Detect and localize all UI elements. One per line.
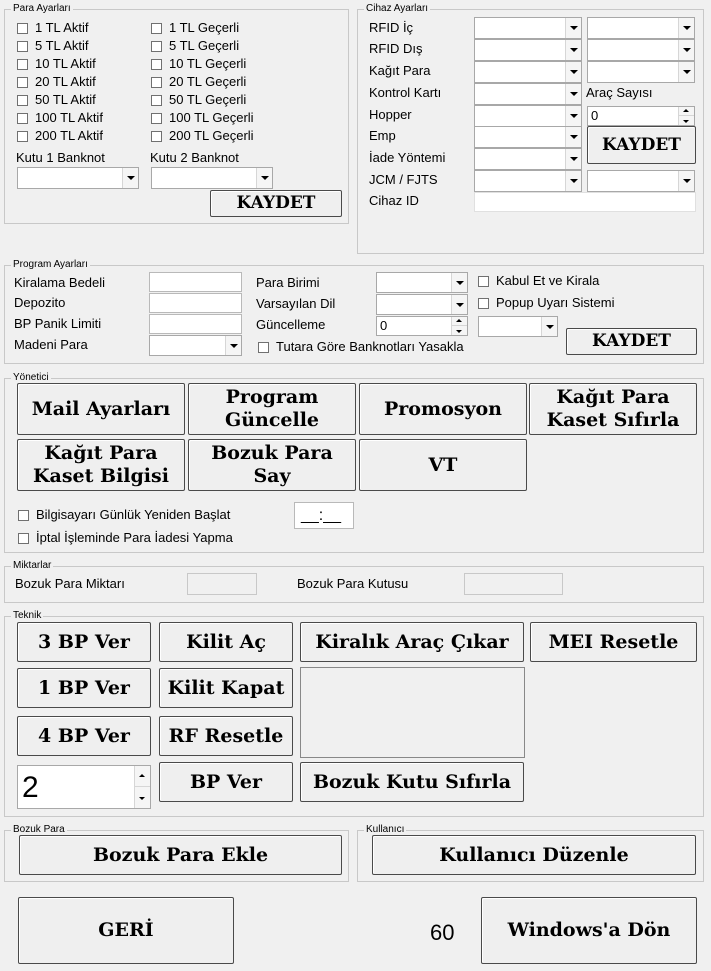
kutu1-banknot-combo[interactable] <box>17 167 139 189</box>
kiralik-arac-cikar-button[interactable]: Kiralık Araç Çıkar <box>300 622 524 662</box>
varsayilan-dil-label: Varsayılan Dil <box>256 296 336 311</box>
aktif-label: 20 TL Aktif <box>35 74 96 89</box>
chevron-down-icon[interactable] <box>565 84 581 104</box>
countdown-timer: 60 <box>430 920 455 945</box>
checkbox-box[interactable] <box>17 95 28 106</box>
para-birimi-combo[interactable] <box>376 272 468 293</box>
kutu2-banknot-combo[interactable] <box>151 167 273 189</box>
chevron-down-icon[interactable] <box>678 62 694 82</box>
kagit-para-kaset-bilgisi-button[interactable]: Kağıt Para Kaset Bilgisi <box>17 439 185 491</box>
checkbox-box[interactable] <box>478 276 489 287</box>
chevron-down-icon[interactable] <box>565 62 581 82</box>
checkbox-box[interactable] <box>17 59 28 70</box>
bozuk-para-ekle-button[interactable]: Bozuk Para Ekle <box>19 835 342 875</box>
cihaz-id-input[interactable] <box>474 192 696 212</box>
mail-ayarlari-button[interactable]: Mail Ayarları <box>17 383 185 435</box>
kagit-para-port-combo[interactable] <box>587 61 695 83</box>
tutara-gore-label: Tutara Göre Banknotları Yasakla <box>276 339 464 354</box>
arac-sayisi-value[interactable]: 0 <box>591 108 599 123</box>
checkbox-box[interactable] <box>17 131 28 142</box>
gecerli-checkbox-2[interactable] <box>151 56 246 72</box>
gecerli-checkbox-6[interactable] <box>151 128 254 144</box>
cihaz-id-label: Cihaz ID <box>369 193 419 208</box>
aktif-checkbox-0[interactable] <box>17 20 88 36</box>
gecerli-label: 10 TL Geçerli <box>169 56 247 71</box>
kiralama-bedeli-input[interactable] <box>149 272 242 292</box>
kilit-kapat-button[interactable]: Kilit Kapat <box>159 668 293 708</box>
spinner-arrows[interactable] <box>678 107 694 125</box>
cihaz-ayarlari-legend: Cihaz Ayarları <box>366 3 429 14</box>
aktif-label: 10 TL Aktif <box>35 56 96 71</box>
bozuk-para-say-button[interactable]: Bozuk Para Say <box>188 439 356 491</box>
guncelleme-spinner[interactable] <box>376 316 468 336</box>
vt-button[interactable]: VT <box>359 439 527 491</box>
depozito-input[interactable] <box>149 293 242 313</box>
jcm-fjts-port-combo[interactable] <box>587 170 695 192</box>
checkbox-box[interactable] <box>17 77 28 88</box>
gecerli-label: 50 TL Geçerli <box>169 92 247 107</box>
hopper-combo[interactable] <box>474 105 582 127</box>
3-bp-ver-button[interactable]: 3 BP Ver <box>17 622 151 662</box>
gecerli-checkbox-3[interactable] <box>151 74 246 90</box>
checkbox-box[interactable] <box>151 23 162 34</box>
checkbox-box[interactable] <box>151 41 162 52</box>
gecerli-checkbox-1[interactable] <box>151 38 239 54</box>
kutu2-banknot-label: Kutu 2 Banknot <box>150 150 239 165</box>
guncelleme-value[interactable]: 0 <box>380 318 388 333</box>
rf-resetle-button[interactable]: RF Resetle <box>159 716 293 756</box>
aktif-checkbox-5[interactable] <box>17 110 103 126</box>
checkbox-box[interactable] <box>258 342 269 353</box>
teknik-info-panel <box>300 667 525 758</box>
checkbox-box[interactable] <box>18 533 29 544</box>
rfid-ic-combo[interactable] <box>474 17 582 39</box>
chevron-down-icon[interactable] <box>225 336 241 355</box>
windows-don-button[interactable]: Windows'a Dön <box>481 897 697 964</box>
jcm-fjts-combo[interactable] <box>474 170 582 192</box>
chevron-down-icon[interactable] <box>451 295 467 314</box>
gecerli-label: 1 TL Geçerli <box>169 20 240 35</box>
kabul-et-ve-kirala-checkbox[interactable] <box>478 273 599 289</box>
chevron-down-icon[interactable] <box>678 18 694 38</box>
checkbox-box[interactable] <box>17 113 28 124</box>
kiralama-bedeli-label: Kiralama Bedeli <box>14 275 106 290</box>
1-bp-ver-button[interactable]: 1 BP Ver <box>17 668 151 708</box>
checkbox-box[interactable] <box>151 59 162 70</box>
gunluk-yeniden-baslat-label: Bilgisayarı Günlük Yeniden Başlat <box>36 507 231 522</box>
aktif-checkbox-4[interactable] <box>17 92 96 108</box>
chevron-down-icon[interactable] <box>565 149 581 169</box>
kontrol-karti-label: Kontrol Kartı <box>369 85 442 100</box>
bp-panik-limiti-input[interactable] <box>149 314 242 334</box>
gecerli-checkbox-4[interactable] <box>151 92 246 108</box>
mei-resetle-button[interactable]: MEI Resetle <box>530 622 697 662</box>
guncelleme-label: Güncelleme <box>256 317 326 332</box>
kabul-et-ve-kirala-label: Kabul Et ve Kirala <box>496 273 600 288</box>
gecerli-label: 100 TL Geçerli <box>169 110 254 125</box>
aktif-label: 5 TL Aktif <box>35 38 89 53</box>
bp-count-spinner[interactable] <box>17 765 151 809</box>
jcm-fjts-label: JCM / FJTS <box>369 172 438 187</box>
spin-down-icon[interactable] <box>452 326 467 335</box>
spin-up-icon[interactable] <box>452 317 467 326</box>
geri-button[interactable]: GERİ <box>18 897 234 964</box>
kagit-para-label: Kağıt Para <box>369 63 431 78</box>
chevron-down-icon[interactable] <box>256 168 272 188</box>
cihaz-kaydet-button[interactable]: KAYDET <box>587 126 696 164</box>
kullanici-legend: Kullanıcı <box>366 824 405 835</box>
bozuk-kutu-sifirla-button[interactable]: Bozuk Kutu Sıfırla <box>300 762 524 802</box>
emp-combo[interactable] <box>474 126 582 148</box>
spin-up-icon[interactable] <box>135 766 150 787</box>
checkbox-box[interactable] <box>478 298 489 309</box>
checkbox-box[interactable] <box>17 23 28 34</box>
madeni-para-combo[interactable] <box>149 335 242 356</box>
kutu1-banknot-label: Kutu 1 Banknot <box>16 150 105 165</box>
iade-yontemi-label: İade Yöntemi <box>369 150 446 165</box>
bp-ver-button[interactable]: BP Ver <box>159 762 293 802</box>
chevron-down-icon[interactable] <box>565 127 581 147</box>
rfid-dis-port-combo[interactable] <box>587 39 695 61</box>
guncelleme-unit-combo[interactable] <box>478 316 558 337</box>
emp-label: Emp <box>369 128 396 143</box>
gecerli-label: 200 TL Geçerli <box>169 128 254 143</box>
chevron-down-icon[interactable] <box>451 273 467 292</box>
kontrol-karti-combo[interactable] <box>474 83 582 105</box>
bozuk-para-kutusu-value <box>464 573 563 595</box>
rfid-dis-label: RFID Dış <box>369 41 423 56</box>
bozuk-para-miktari-label: Bozuk Para Miktarı <box>15 576 125 591</box>
rfid-dis-combo[interactable] <box>474 39 582 61</box>
gecerli-label: 5 TL Geçerli <box>169 38 240 53</box>
hopper-label: Hopper <box>369 107 412 122</box>
chevron-down-icon[interactable] <box>565 40 581 60</box>
checkbox-box[interactable] <box>151 113 162 124</box>
para-birimi-label: Para Birimi <box>256 275 320 290</box>
aktif-checkbox-2[interactable] <box>17 56 96 72</box>
aktif-label: 200 TL Aktif <box>35 128 103 143</box>
program-guncelle-button[interactable]: Program Güncelle <box>188 383 356 435</box>
aktif-checkbox-1[interactable] <box>17 38 88 54</box>
aktif-label: 1 TL Aktif <box>35 20 89 35</box>
chevron-down-icon[interactable] <box>678 171 694 191</box>
checkbox-box[interactable] <box>18 510 29 521</box>
bp-panik-limiti-label: BP Panik Limiti <box>14 316 102 331</box>
aktif-label: 100 TL Aktif <box>35 110 103 125</box>
4-bp-ver-button[interactable]: 4 BP Ver <box>17 716 151 756</box>
kilit-ac-button[interactable]: Kilit Aç <box>159 622 293 662</box>
checkbox-box[interactable] <box>151 95 162 106</box>
gunluk-yeniden-baslat-checkbox[interactable] <box>18 507 230 523</box>
spinner-arrows[interactable] <box>134 766 150 808</box>
chevron-down-icon[interactable] <box>565 171 581 191</box>
chevron-down-icon[interactable] <box>565 106 581 126</box>
checkbox-box[interactable] <box>151 131 162 142</box>
popup-uyari-label: Popup Uyarı Sistemi <box>496 295 615 310</box>
chevron-down-icon[interactable] <box>565 18 581 38</box>
arac-sayisi-spinner[interactable] <box>587 106 695 126</box>
aktif-checkbox-3[interactable] <box>17 74 96 90</box>
yonetici-legend: Yönetici <box>13 372 49 383</box>
depozito-label: Depozito <box>14 295 66 310</box>
arac-sayisi-label: Araç Sayısı <box>586 85 653 100</box>
program-kaydet-button[interactable]: KAYDET <box>566 328 697 355</box>
rfid-ic-label: RFID İç <box>369 20 414 35</box>
gecerli-label: 20 TL Geçerli <box>169 74 247 89</box>
para-kaydet-button[interactable]: KAYDET <box>210 190 342 217</box>
spin-up-icon[interactable] <box>679 107 694 116</box>
kullanici-duzenle-button[interactable]: Kullanıcı Düzenle <box>372 835 696 875</box>
spin-down-icon[interactable] <box>135 787 150 808</box>
rfid-ic-port-combo[interactable] <box>587 17 695 39</box>
miktarlar-legend: Miktarlar <box>13 560 52 571</box>
para-ayarlari-legend: Para Ayarları <box>13 3 71 14</box>
iade-yontemi-combo[interactable] <box>474 148 582 170</box>
restart-time-input[interactable]: __:__ <box>294 502 354 529</box>
varsayilan-dil-combo[interactable] <box>376 294 468 315</box>
popup-uyari-checkbox[interactable] <box>478 295 615 311</box>
iptal-para-iadesi-checkbox[interactable] <box>18 530 233 546</box>
promosyon-button[interactable]: Promosyon <box>359 383 527 435</box>
kagit-para-combo[interactable] <box>474 61 582 83</box>
bozuk-para-kutusu-label: Bozuk Para Kutusu <box>297 576 409 591</box>
madeni-para-label: Madeni Para <box>14 337 88 352</box>
iptal-para-iadesi-label: İptal İşleminde Para İadesi Yapma <box>36 530 233 545</box>
bozuk-para-legend: Bozuk Para <box>13 824 65 835</box>
spinner-arrows[interactable] <box>451 317 467 335</box>
aktif-checkbox-6[interactable] <box>17 128 103 144</box>
checkbox-box[interactable] <box>17 41 28 52</box>
bp-count-value[interactable]: 2 <box>22 771 39 804</box>
chevron-down-icon[interactable] <box>678 40 694 60</box>
gecerli-checkbox-0[interactable] <box>151 20 239 36</box>
program-ayarlari-legend: Program Ayarları <box>13 259 88 270</box>
tutara-gore-checkbox[interactable] <box>258 339 464 355</box>
chevron-down-icon[interactable] <box>122 168 138 188</box>
aktif-label: 50 TL Aktif <box>35 92 96 107</box>
bozuk-para-miktari-value <box>187 573 257 595</box>
chevron-down-icon[interactable] <box>541 317 557 336</box>
teknik-legend: Teknik <box>13 610 42 621</box>
kagit-para-kaset-sifirla-button[interactable]: Kağıt Para Kaset Sıfırla <box>529 383 697 435</box>
gecerli-checkbox-5[interactable] <box>151 110 254 126</box>
checkbox-box[interactable] <box>151 77 162 88</box>
spin-down-icon[interactable] <box>679 116 694 125</box>
